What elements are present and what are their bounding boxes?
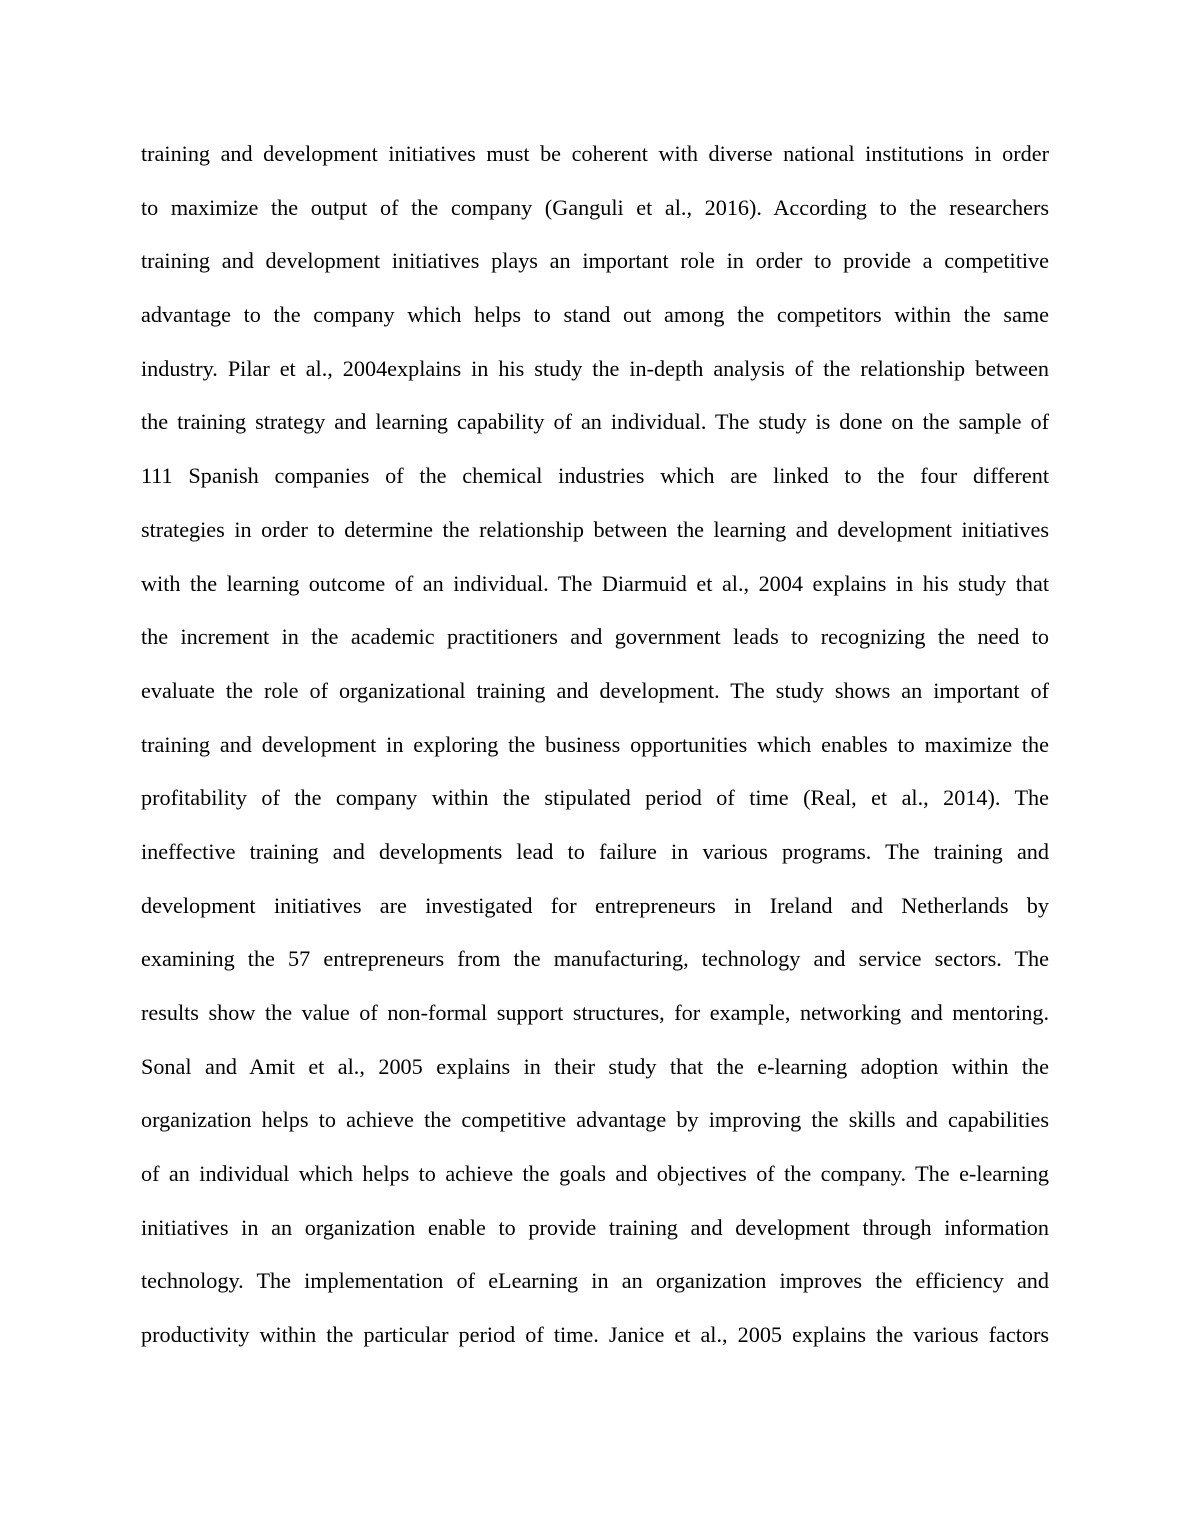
text-line: results show the value of non-formal support structures, for example, networking and mentoring. — [141, 1000, 1049, 1025]
text-line: evaluate the role of organizational training and development. The study shows an important of — [141, 677, 1049, 703]
text-line: advantage to the company which helps to stand out among the competitors within the same — [141, 302, 1049, 328]
text-line: technology. The implementation of eLearning in an organization improves the efficiency and — [141, 1268, 1049, 1294]
text-line: of an individual which helps to achieve the goals and objectives of the company. The e-learning — [141, 1161, 1049, 1187]
text-line: with the learning outcome of an individual. The Diarmuid et al., 2004 explains in his study that — [141, 570, 1049, 596]
body-paragraph — [141, 127, 1049, 1362]
text-line: profitability of the company within the stipulated period of time (Real, et al., 2014). The — [141, 785, 1049, 811]
text-line: industry. Pilar et al., 2004explains in his study the in-depth analysis of the relationship between — [141, 355, 1049, 381]
text-line: the training strategy and learning capability of an individual. The study is done on the sample of — [141, 409, 1049, 435]
text-line: ineffective training and developments lead to failure in various programs. The training and — [141, 838, 1049, 864]
text-line: productivity within the particular period of time. Janice et al., 2005 explains the various factors — [141, 1322, 1049, 1348]
text-line: examining the 57 entrepreneurs from the manufacturing, technology and service sectors. The — [141, 946, 1049, 972]
text-line: the increment in the academic practitioners and government leads to recognizing the need to — [141, 624, 1049, 650]
text-line: 111 Spanish companies of the chemical industries which are linked to the four different — [141, 463, 1049, 489]
text-line: to maximize the output of the company (Ganguli et al., 2016). According to the researchers — [141, 194, 1049, 220]
text-line: training and development initiatives plays an important role in order to provide a competitive — [141, 248, 1049, 274]
text-line: strategies in order to determine the relationship between the learning and development initiatives — [141, 516, 1049, 542]
text-line: Sonal and Amit et al., 2005 explains in their study that the e-learning adoption within the — [141, 1053, 1049, 1079]
text-line: organization helps to achieve the competitive advantage by improving the skills and capabilities — [141, 1107, 1049, 1133]
text-line: initiatives in an organization enable to provide training and development through information — [141, 1214, 1049, 1240]
text-line: training and development initiatives must be coherent with diverse national institutions in order — [141, 141, 1049, 166]
text-line: development initiatives are investigated for entrepreneurs in Ireland and Netherlands by — [141, 892, 1049, 918]
text-line: training and development in exploring the business opportunities which enables to maximize the — [141, 731, 1049, 757]
